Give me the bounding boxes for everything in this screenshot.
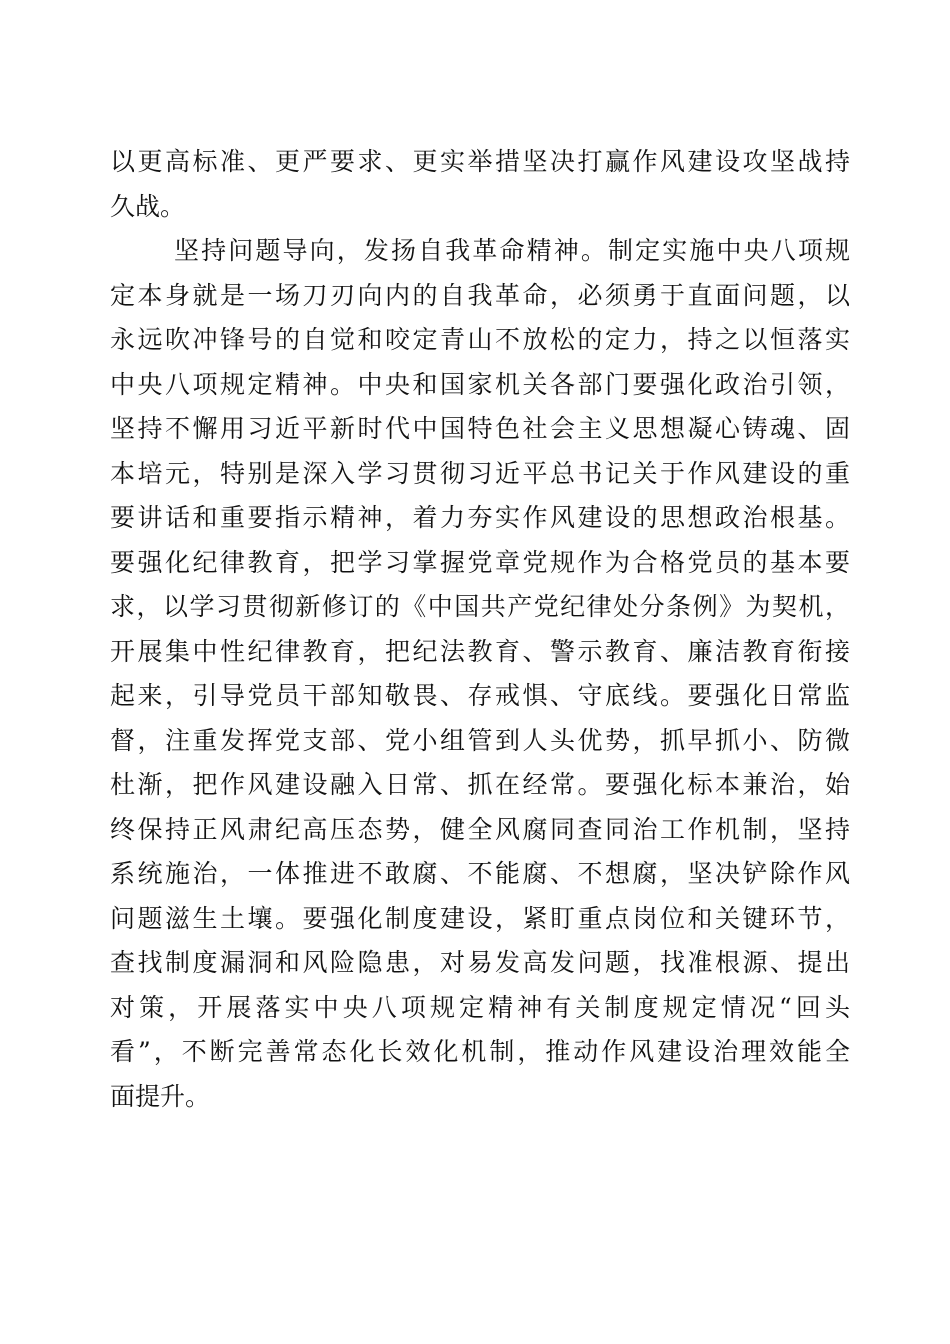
text-line: 以更高标准、更严要求、更实举措坚决打赢作风建设攻坚战持 xyxy=(110,147,850,176)
text-line: 终保持正风肃纪高压态势，健全风腐同查同治工作机制，坚持 xyxy=(110,814,850,844)
text-line: 杜渐，把作风建设融入日常、抓在经常。要强化标本兼治，始 xyxy=(110,770,850,799)
text-line: 要讲话和重要指示精神，着力夯实作风建设的思想政治根基。 xyxy=(110,503,850,532)
text-line: 定本身就是一场刀刃向内的自我革命，必须勇于直面问题，以 xyxy=(110,280,850,310)
text-line: 坚持不懈用习近平新时代中国特色社会主义思想凝心铸魂、固 xyxy=(110,414,850,443)
text-line: 督，注重发挥党支部、党小组管到人头优势，抓早抓小、防微 xyxy=(110,725,850,755)
document-body xyxy=(110,140,850,1119)
text-line: 要强化纪律教育，把学习掌握党章党规作为合格党员的基本要 xyxy=(110,547,850,577)
text-line: 久战。 xyxy=(110,191,186,221)
text-line: 起来，引导党员干部知敬畏、存戒惧、守底线。要强化日常监 xyxy=(110,681,850,710)
text-line: 永远吹冲锋号的自觉和咬定青山不放松的定力，持之以恒落实 xyxy=(110,325,850,354)
text-line: 对策，开展落实中央八项规定精神有关制度规定情况“回头 xyxy=(110,992,850,1022)
text-line: 本培元，特别是深入学习贯彻习近平总书记关于作风建设的重 xyxy=(110,458,850,488)
text-line: 看”，不断完善常态化长效化机制，推动作风建设治理效能全 xyxy=(110,1037,850,1066)
text-line: 查找制度漏洞和风险隐患，对易发高发问题，找准根源、提出 xyxy=(110,948,850,977)
text-line: 面提升。 xyxy=(110,1081,211,1111)
text-line: 开展集中性纪律教育，把纪法教育、警示教育、廉洁教育衔接 xyxy=(110,636,850,666)
text-line: 系统施治，一体推进不敢腐、不能腐、不想腐，坚决铲除作风 xyxy=(110,859,850,888)
text-line: 中央八项规定精神。中央和国家机关各部门要强化政治引领， xyxy=(110,369,850,399)
text-line: 问题滋生土壤。要强化制度建设，紧盯重点岗位和关键环节， xyxy=(110,903,850,933)
text-line: 求，以学习贯彻新修订的《中国共产党纪律处分条例》为契机， xyxy=(110,592,850,621)
paragraph-first-line: 坚持问题导向，发扬自我革命精神。制定实施中央八项规 xyxy=(174,236,850,265)
